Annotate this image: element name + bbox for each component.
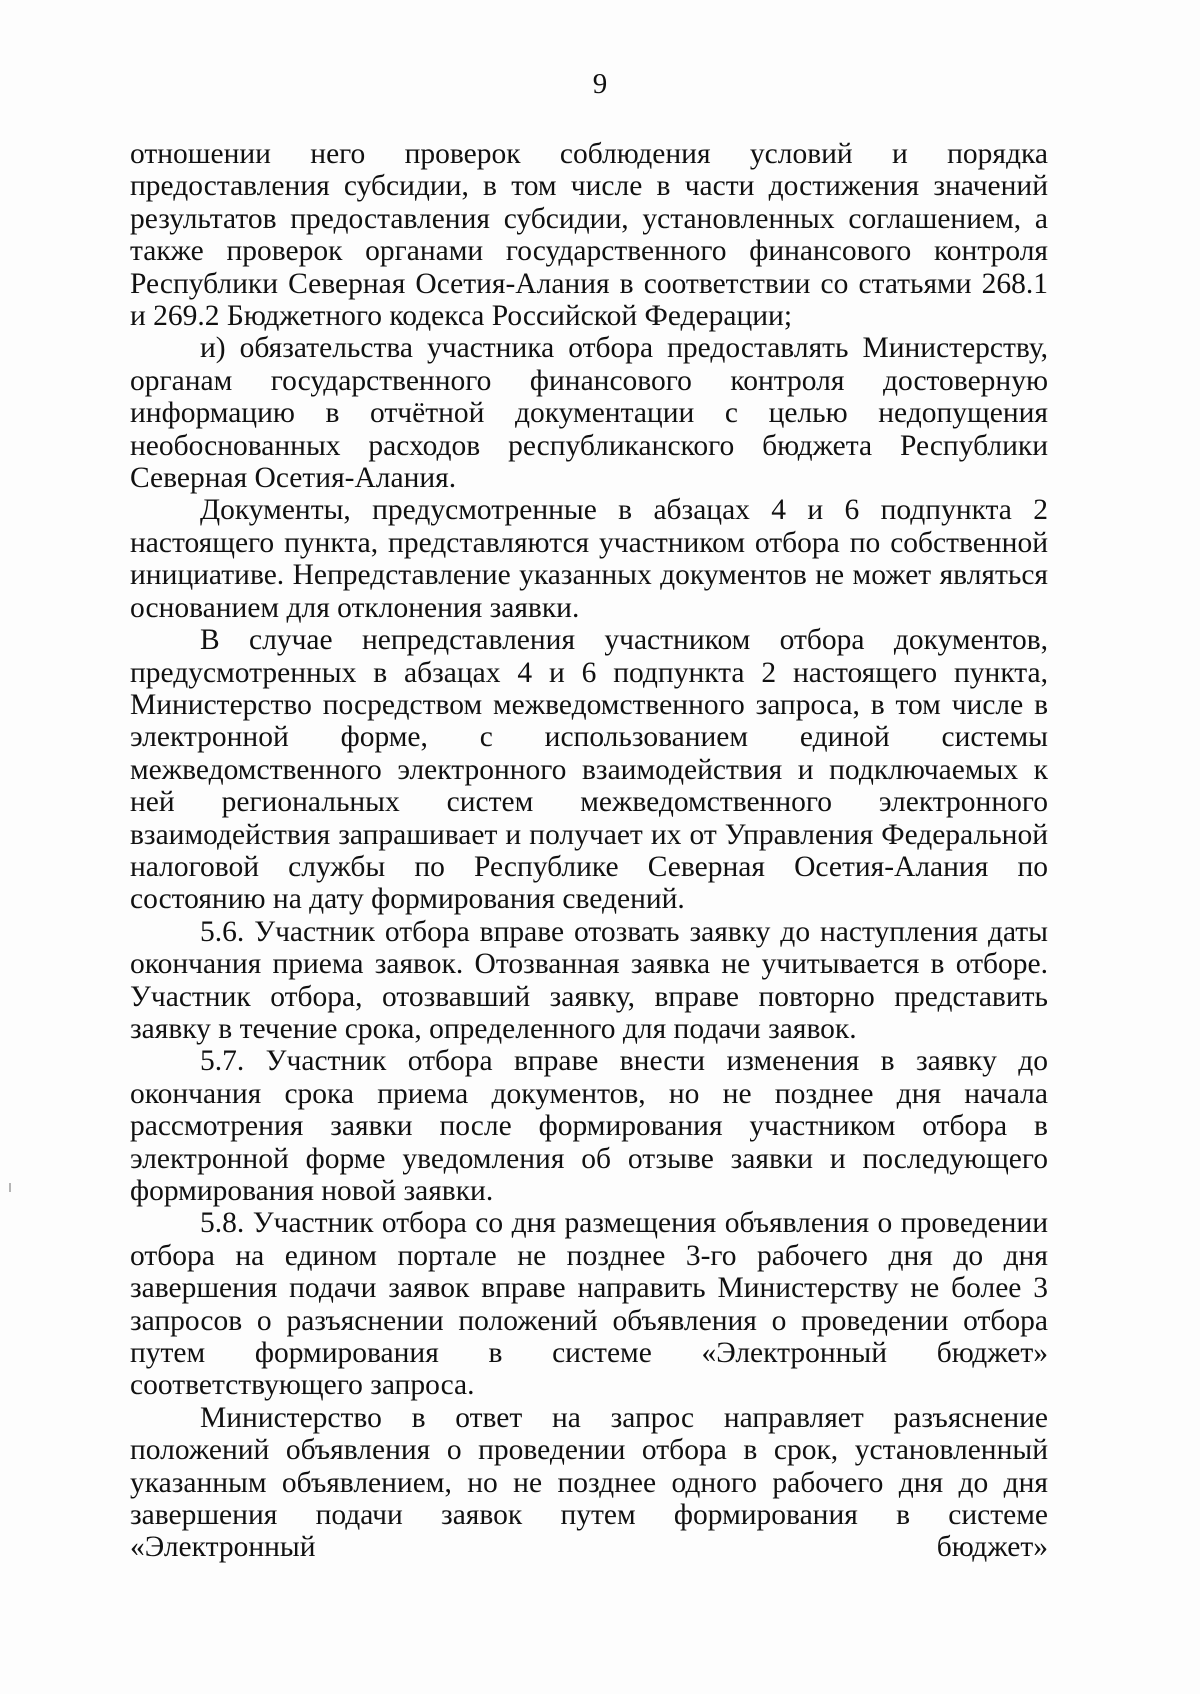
paragraph-5-6: 5.6. Участник отбора вправе отозвать заявку до наступления даты окончания приема заявок. Отозванная заявка не учитывается в отборе. Участник отбора, отозвавший заявку, вправе повторно представить заявку в течение срока, определенного для подачи заявок. [130,915,1048,1045]
paragraph-ministry-response: Министерство в ответ на запрос направляет разъяснение положений объявления о проведении отбора в срок, установленный указанным объявлением, но не позднее одного рабочего дня до дня завершения подачи заявок путем формирования в системе «Электронный бюджет» [130,1401,1048,1564]
scan-mark [9,1183,11,1192]
paragraph-documents: Документы, предусмотренные в абзацах 4 и 6 подпункта 2 настоящего пункта, представляются участником отбора по собственной инициативе. Непредставление указанных документов не может являться основанием для отклонения заявки. [130,494,1048,624]
paragraph-item-i: и) обязательства участника отбора предоставлять Министерству, органам государственного финансового контроля достоверную информацию в отчётной документации с целью недопущения необоснованных расходов республиканского бюджета Республики Северная Осетия-Алания. [130,332,1048,495]
paragraph-5-8: 5.8. Участник отбора со дня размещения объявления о проведении отбора на едином портале не позднее 3-го рабочего дня до дня завершения подачи заявок вправе направить Министерству не более 3 запросов о разъяснении положений объявления о проведении отбора путем формирования в системе «Электронный бюджет» соответствующего запроса. [130,1207,1048,1402]
paragraph-interagency-request: В случае непредставления участником отбора документов, предусмотренных в абзацах 4 и 6 подпункта 2 настоящего пункта, Министерство посредством межведомственного запроса, в том числе в электронной форме, с использованием единой системы межведомственного электронного взаимодействия и подключаемых к ней региональных систем межведомственного электронного взаимодействия запрашивает и получает их от Управления Федеральной налоговой службы по Республике Северная Осетия-Алания по состоянию на дату формирования сведений. [130,624,1048,916]
paragraph-5-7: 5.7. Участник отбора вправе внести изменения в заявку до окончания срока приема документов, но не позднее дня начала рассмотрения заявки после формирования участником отбора в электронной форме уведомления об отзыве заявки и последующего формирования новой заявки. [130,1045,1048,1207]
document-body [130,138,1048,1564]
page-number: 9 [592,68,608,100]
paragraph-continuation: отношении него проверок соблюдения условий и порядка предоставления субсидии, в том числе в части достижения значений результатов предоставления субсидии, установленных соглашением, а также проверок органами государственного финансового контроля Республики Северная Осетия-Алания в соответствии со статьями 268.1 и 269.2 Бюджетного кодекса Российской Федерации; [130,138,1048,333]
